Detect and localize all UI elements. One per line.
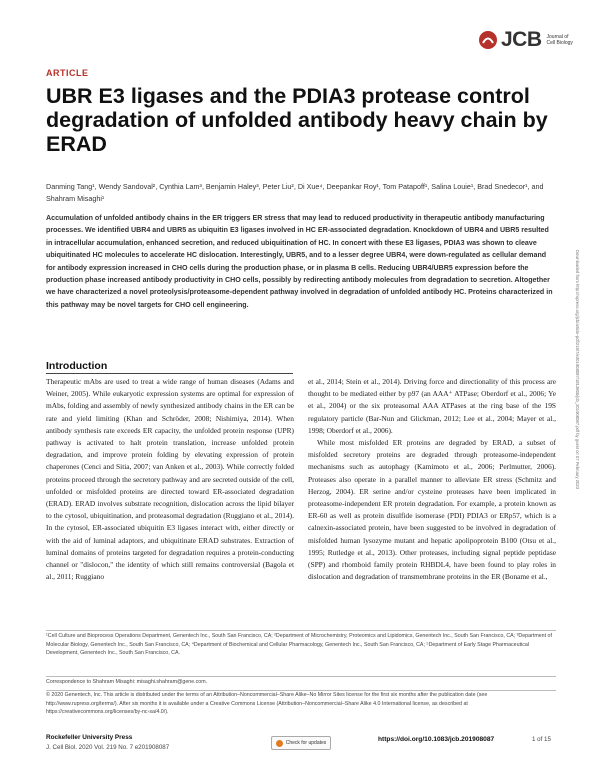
license-statement: © 2020 Genentech, Inc. This article is distributed under the terms of an Attribution–Noncommercial–Share Alike–No Mirror Sites license for the first six months after the publication date (see http://www.rupress.org/terms/). After six months it is available under a Creative Commons License (Attribution–Noncommercial–Share Alike 4.0 International license, as described at https://creativecommons.org/licenses/by-nc-sa/4.0/). [46, 692, 488, 716]
article-type-label: ARTICLE [46, 68, 89, 78]
body-column-right [308, 376, 556, 583]
footnote-divider [46, 630, 556, 631]
download-watermark: Downloaded from http://rupress.org/jcb/article-pdf/219/7/e201908087/1813800/jcb_201908087.pdf by guest on 07 February 2023 [575, 250, 580, 490]
body-paragraph: Therapeutic mAbs are used to treat a wide range of human diseases (Adams and Weiner, 2005). While eukaryotic expression systems are optimal for expression of mAbs, folding and assembly of newly synthesized antibody chains in the ER can be rate and yield limiting (Khan and Schröder, 2008; Nishimiya, 2014). When antibody synthesis rate exceeds ER capacity, the unfolded protein response (UPR) pathway is activated to halt protein translation, increase unfolded protein degradation, and improve protein folding by elevating expression of protein chaperones (Cenci and Sitia, 2007; van Anken et al., 2003). While correctly folded proteins proceed through the secretory pathway and are secreted outside of the cell, unfolded or misfolded proteins are directed toward ER-associated degradation (ERAD). ERAD involves substrate recognition, dislocation across the lipid bilayer to the cytosol, ubiquitination, and proteasomal degradation (Ruggiano et al., 2014). In the cytosol, ER-associated ubiquitin E3 ligases interact with, either directly or with the aid of luminal adaptors, and ubiquitinate ERAD substrates. Extraction of luminal domains of proteins targeted for degradation requires a protein-conducting channel or "dislocon," the identity of which still remains controversial (Bagola et al., 2011; Ruggiano [46, 377, 294, 582]
journal-logo-subtitle: Journal of Cell Biology [546, 34, 573, 46]
journal-citation: J. Cell Biol. 2020 Vol. 219 No. 7 e201908087 [46, 744, 170, 751]
abstract: Accumulation of unfolded antibody chains in the ER triggers ER stress that may lead to reduced productivity in therapeutic antibody manufacturing processes. We identified UBR4 and UBR5 as ubiquitin E3 ligases involved in HC ER-associated degradation. Knockdown of UBR4 and UBR5 resulted in intracellular accumulation, enhanced secretion, and reduced ubiquitination of HC. In concert with these E3 ligases, PDIA3 was shown to cleave ubiquitinated HC molecules to accelerate HC dislocation. Interestingly, UBR5, and to a lesser degree UBR4, were down-regulated as cellular demand for antibody expression increased in CHO cells during the production phase, or in plasma B cells. Reducing UBR4/UBR5 expression before the production phase increased antibody productivity in CHO cells, possibly by redirecting antibody molecules from degradation to secretion. Altogether we have characterized a novel proteolysis/proteasome-dependent pathway involved in degradation of unfolded antibody HC. Proteins characterized in this pathway may be novel targets for CHO cell engineering. [46, 214, 553, 309]
body-paragraph: et al., 2014; Stein et al., 2014). Driving force and directionality of this process are thought to be mediated either by p97 (an AAA⁺ ATPase; Oberdorf et al., 2006; Ye et al., 2004) or the six proteasomal AAA ATPases at the ring base of the 19S regulatory particle (Bar-Nun and Glickman, 2012; Lee et al., 2004; Mayer et al., 1998; Oberdorf et al., 2006). [308, 377, 556, 435]
page-number: 1 of 15 [532, 736, 551, 743]
check-for-updates-button[interactable] [271, 736, 331, 750]
body-paragraph: While most misfolded ER proteins are degraded by ERAD, a subset of misfolded secretory proteins are degraded through proteasome-independent mechanisms such as autophagy (Kamimoto et al., 2006; Perlmutter, 2006). Proteases also operate in a parallel manner to alleviate ER stress (Schmitz and Herzog, 2004). ER serine and/or cysteine proteases have been implicated in proteasome-independent ER protein degradation. For example, a protein known as ER-60 as well as protein disulfide isomerase (PDI) PDIA3 or ERp57, which is a calnexin-associated protein, have been suggested to be involved in degradation of misfolded human lysozyme mutant and hepatic apolipoprotein B100 (Otsu et al., 1995; Rutledge et al., 2013). Other proteases, including signal peptide peptidase (SPP) and rhomboid family protein RHBDL4, have been found to play roles in dislocation and degradation of transmembrane proteins in the ER (Boname et al., [308, 438, 556, 582]
check-for-updates-label: Check for updates [285, 740, 327, 746]
article-title: UBR E3 ligases and the PDIA3 protease control degradation of unfolded antibody heavy chain by ERAD [46, 84, 548, 156]
footnote-divider [46, 676, 556, 677]
journal-logo-text: JCB [501, 28, 542, 51]
doi-link[interactable]: https://doi.org/10.1083/jcb.201908087 [378, 736, 495, 743]
publisher-name: Rockefeller University Press [46, 734, 133, 741]
section-divider [46, 373, 293, 374]
author-affiliations: ¹Cell Culture and Bioprocess Operations Department, Genentech Inc., South San Francisco, CA; ²Department of Microchemistry, Proteomics and Lipidomics, Genentech Inc., South San Francisco, CA; ³Department of Molecular Biology, Genentech Inc., South San Francisco, CA; ⁴Department of Biochemical and Cellular Pharmacology, Genentech Inc., South San Francisco, CA; ⁵Department of Early Stage Pharmaceutical Development, Genentech Inc., South San Francisco, CA. [46, 633, 552, 657]
body-column-left [46, 376, 294, 583]
update-badge-icon [276, 740, 283, 747]
journal-logo-icon [478, 30, 498, 50]
journal-logo [478, 28, 573, 52]
correspondence-note: Correspondence to Shahram Misaghi: misaghi.shahram@gene.com. [46, 679, 208, 685]
author-list: Danming Tang¹, Wendy Sandoval², Cynthia Lam³, Benjamin Haley³, Peter Liu², Di Xue⁴, Deepankar Roy¹, Tom Patapoff¹, Salina Louie¹, Brad Snedecor¹, and Shahram Misaghi¹ [46, 182, 544, 203]
section-heading-introduction: Introduction [46, 360, 108, 372]
